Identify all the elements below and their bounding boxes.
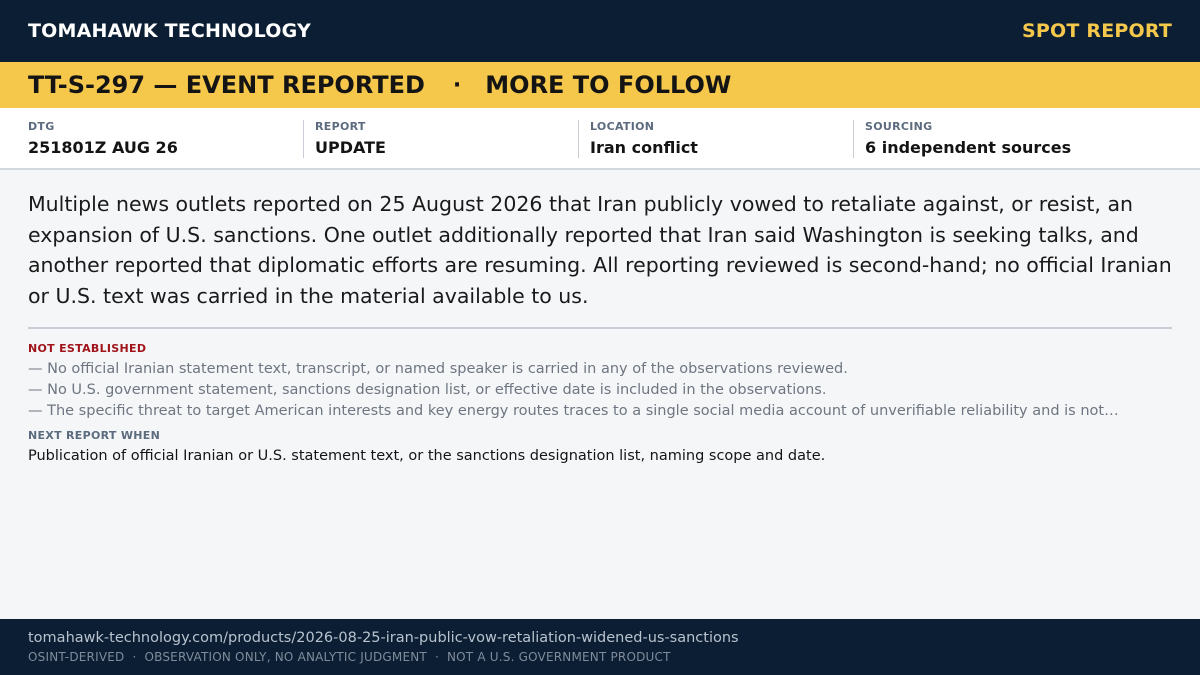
- brand-name: TOMAHAWK TECHNOLOGY: [28, 20, 311, 42]
- footer-separator: ·: [434, 650, 439, 664]
- footer-bar: [0, 619, 1200, 675]
- meta-value: Iran conflict: [590, 138, 698, 157]
- report-type-label: SPOT REPORT: [1022, 20, 1172, 42]
- section-divider: [28, 327, 1172, 329]
- meta-label: LOCATION: [590, 120, 655, 133]
- footer-note: OBSERVATION ONLY, NO ANALYTIC JUDGMENT: [144, 650, 427, 664]
- meta-value: UPDATE: [315, 138, 386, 157]
- list-item: — No official Iranian statement text, transcript, or named speaker is carried in any of the observations reviewed.: [28, 361, 848, 377]
- metadata-strip: [0, 108, 1200, 170]
- meta-label: REPORT: [315, 120, 366, 133]
- banner-separator: ·: [452, 72, 462, 98]
- report-id-status: TT-S-297 — EVENT REPORTED: [28, 71, 425, 99]
- next-report-heading: NEXT REPORT WHEN: [28, 429, 161, 442]
- report-summary: Multiple news outlets reported on 25 August 2026 that Iran publicly vowed to retaliate against, or resist, an expansion of U.S. sanctions. One outlet additionally reported that Iran said Washington is seeking talks, and another reported that diplomatic efforts are resuming. All reporting reviewed is second-hand; no official Iranian or U.S. text was carried in the material available to us.: [28, 192, 1172, 308]
- header-bar: [0, 0, 1200, 62]
- list-item: — The specific threat to target American interests and key energy routes traces to a single social media account of unverifiable reliability and is not…: [28, 403, 1119, 419]
- meta-sourcing: [853, 120, 1139, 158]
- not-established-heading: NOT ESTABLISHED: [28, 342, 147, 355]
- meta-label: DTG: [28, 120, 55, 133]
- meta-location: [578, 120, 864, 158]
- meta-report: [303, 120, 589, 158]
- next-report-text: Publication of official Iranian or U.S. statement text, or the sanctions designation list, naming scope and date.: [28, 448, 826, 464]
- meta-label: SOURCING: [865, 120, 933, 133]
- footer-note: OSINT-DERIVED: [28, 650, 125, 664]
- footer-note: NOT A U.S. GOVERNMENT PRODUCT: [446, 650, 671, 664]
- product-url-link[interactable]: tomahawk-technology.com/products/2026-08-25-iran-public-vow-retaliation-widened-us-sanctions: [28, 630, 739, 646]
- meta-value: 6 independent sources: [865, 138, 1072, 157]
- list-item: — No U.S. government statement, sanctions designation list, or effective date is included in the observations.: [28, 382, 827, 398]
- meta-dtg: [28, 120, 314, 168]
- meta-value: 251801Z AUG 26: [28, 138, 178, 157]
- footer-disclaimers: [28, 650, 1172, 664]
- more-to-follow-label: MORE TO FOLLOW: [485, 71, 732, 99]
- not-established-list: [28, 359, 1172, 422]
- footer-separator: ·: [132, 650, 137, 664]
- status-banner: [0, 62, 1200, 108]
